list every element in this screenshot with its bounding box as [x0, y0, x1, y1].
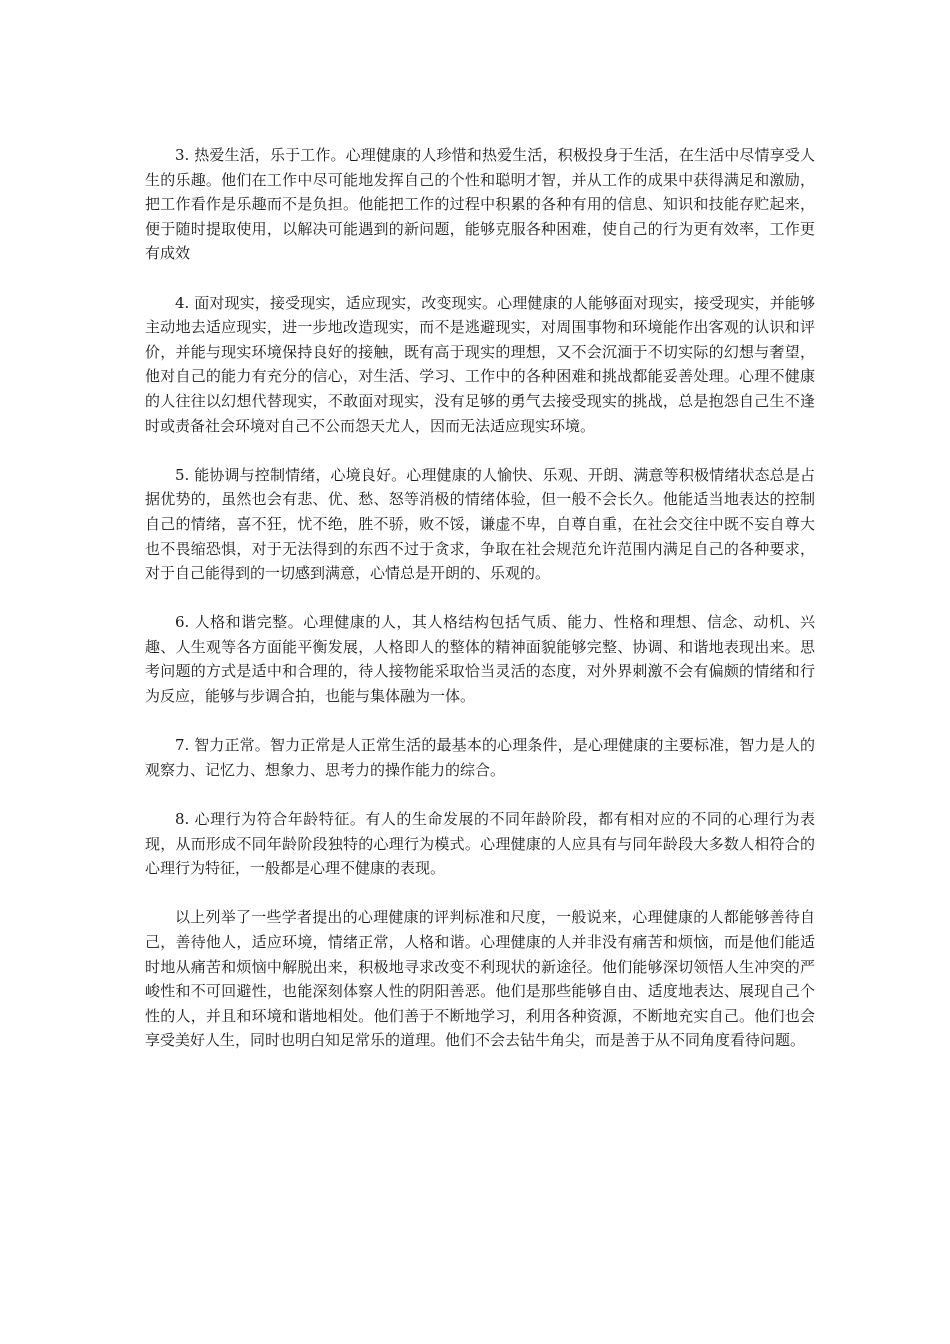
paragraph-personality: 6. 人格和谐完整。心理健康的人，其人格结构包括气质、能力、性格和理想、信念、动机、兴趣、人生观等各方面能平衡发展，人格即人的整体的精神面貌能够完整、协调、和谐地表现出来。思考问题的方式是适中和合理的，待人接物能采取恰当灵活的态度，对外界刺激不会有偏颇的情绪和行为反应，能够与步调合拍，也能与集体融为一体。	[145, 613, 815, 706]
paragraph-face-reality: 4. 面对现实，接受现实，适应现实，改变现实。心理健康的人能够面对现实，接受现实，并能够主动地去适应现实，进一步地改造现实，而不是逃避现实，对周围事物和环境能作出客观的认识和评价，并能与现实环境保持良好的接触，既有高于现实的理想，又不会沉湎于不切实际的幻想与奢望，他对自己的能力有充分的信心，对生活、学习、工作中的各种困难和挑战都能妥善处理。心理不健康的人往往以幻想代替现实，不敢面对现实，没有足够的勇气去接受现实的挑战，总是抱怨自己生不逢时或责备社会环境对自己不公而怨天尤人，因而无法适应现实环境。	[145, 293, 815, 435]
paragraph-summary: 以上列举了一些学者提出的心理健康的评判标准和尺度，一般说来，心理健康的人都能够善待自己，善待他人，适应环境，情绪正常，人格和谐。心理健康的人并非没有痛苦和烦恼，而是他们能适时地从痛苦和烦恼中解脱出来，积极地寻求改变不利现状的新途径。他们能够深切领悟人生冲突的严峻性和不可回避性，也能深刻体察人性的阴阳善恶。他们是那些能够自由、适度地表达、展现自己个性的人，并且和环境和谐地相处。他们善于不断地学习，利用各种资源，不断地充实自己。他们也会享受美好人生，同时也明白知足常乐的道理。他们不会去钻牛角尖，而是善于从不同角度看待问题。	[145, 908, 815, 1050]
paragraph-intelligence: 7. 智力正常。智力正常是人正常生活的最基本的心理条件，是心理健康的主要标准，智力是人的观察力、记忆力、想象力、思考力的操作能力的综合。	[145, 736, 815, 779]
paragraph-love-life: 3. 热爱生活，乐于工作。心理健康的人珍惜和热爱生活，积极投身于生活，在生活中尽情享受人生的乐趣。他们在工作中尽可能地发挥自己的个性和聪明才智，并从工作的成果中获得满足和激励，把工作看作是乐趣而不是负担。他能把工作的过程中积累的各种有用的信息、知识和技能存贮起来，便于随时提取使用，以解决可能遇到的新问题，能够克服各种困难，使自己的行为更有效率，工作更有成效	[145, 146, 815, 263]
paragraph-age-behavior: 8. 心理行为符合年龄特征。有人的生命发展的不同年龄阶段，都有相对应的不同的心理行为表现，从而形成不同年龄阶段独特的心理行为模式。心理健康的人应具有与同年龄段大多数人相符合的心理行为特征，一般都是心理不健康的表现。	[145, 810, 815, 878]
paragraph-emotion-control: 5. 能协调与控制情绪，心境良好。心理健康的人愉快、乐观、开朗、满意等积极情绪状态总是占据优势的，虽然也会有悲、优、愁、怒等消极的情绪体验，但一般不会长久。他能适当地表达的控制自己的情绪，喜不狂，忧不绝，胜不骄，败不馁，谦虚不卑，自尊自重，在社会交往中既不妄自尊大也不畏缩恐惧，对于无法得到的东西不过于贪求，争取在社会规范允许范围内满足自己的各种要求，对于自己能得到的一切感到满意，心情总是开朗的、乐观的。	[145, 465, 815, 583]
document-body	[145, 143, 815, 1078]
